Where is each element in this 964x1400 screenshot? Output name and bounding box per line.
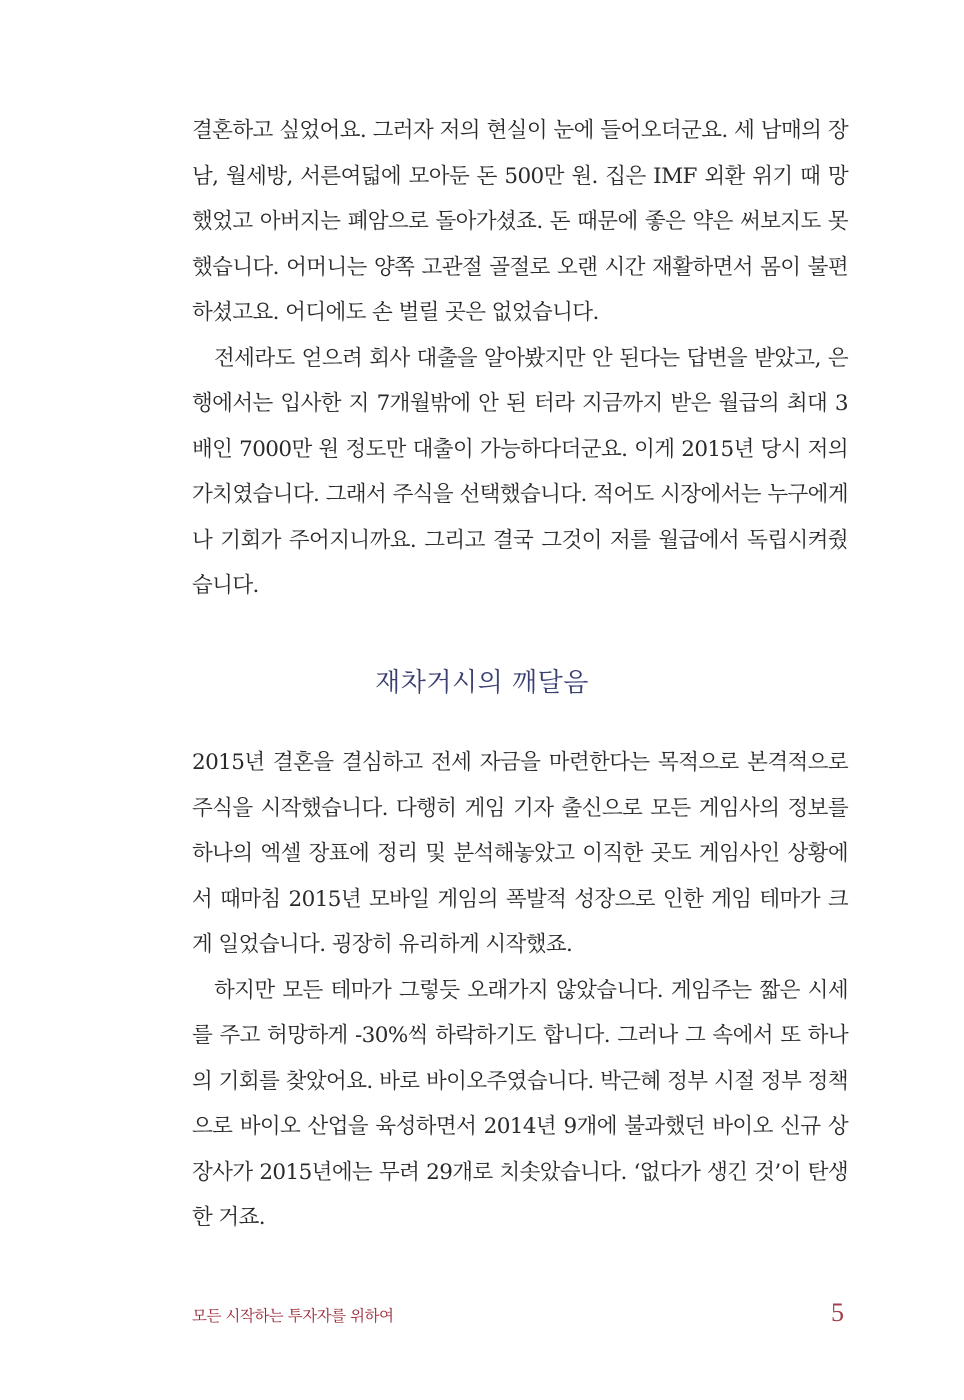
paragraph: 하지만 모든 테마가 그렇듯 오래가지 않았습니다. 게임주는 짧은 시세를 주고 허망하게 -30%씩 하락하기도 합니다. 그러나 그 속에서 또 하나의 기회를 찾았어요. 바로 바이오주였습니다. 박근혜 정부 시절 정부 정책으로 바이오 산업을 육성하면서 2014년 9개에 불과했던 바이오 신규 상장사가 2015년에는 무려 29개로 치솟았습니다. ‘없다가 생긴 것’이 탄생한 거죠. (192, 977, 848, 1230)
section-heading: 재차거시의 깨달음 (375, 668, 589, 698)
paragraph: 결혼하고 싶었어요. 그러자 저의 현실이 눈에 들어오더군요. 세 남매의 장남, 월세방, 서른여덟에 모아둔 돈 500만 원. 집은 IMF 외환 위기 때 망했었고 아버지는 폐암으로 돌아가셨죠. 돈 때문에 좋은 약은 써보지도 못했습니다. 어머니는 양쪽 고관절 골절로 오랜 시간 재활하면서 몸이 불편하셨고요. 어디에도 손 벌릴 곳은 없었습니다. (192, 118, 848, 325)
running-footer-book-title: 모든 시작하는 투자자를 위하여 (192, 1307, 394, 1325)
body-text-after-heading (192, 740, 848, 1241)
paragraph: 2015년 결혼을 결심하고 전세 자금을 마련한다는 목적으로 본격적으로 주식을 시작했습니다. 다행히 게임 기자 출신으로 모든 게임사의 정보를 하나의 엑셀 장표에 정리 및 분석해놓았고 이직한 곳도 게임사인 상황에서 때마침 2015년 모바일 게임의 폭발적 성장으로 인한 게임 테마가 크게 일었습니다. 굉장히 유리하게 시작했죠. (192, 750, 848, 957)
body-text-before-heading (192, 108, 848, 609)
paragraph: 전세라도 얻으려 회사 대출을 알아봤지만 안 된다는 답변을 받았고, 은행에서는 입사한 지 7개월밖에 안 된 터라 지금까지 받은 월급의 최대 3배인 7000만 원 정도만 대출이 가능하다더군요. 이게 2015년 당시 저의 가치였습니다. 그래서 주식을 선택했습니다. 적어도 시장에서는 누구에게나 기회가 주어지니까요. 그리고 결국 그것이 저를 월급에서 독립시켜줬습니다. (192, 345, 848, 598)
page-footer (192, 1300, 848, 1332)
page-number: 5 (831, 1298, 844, 1327)
